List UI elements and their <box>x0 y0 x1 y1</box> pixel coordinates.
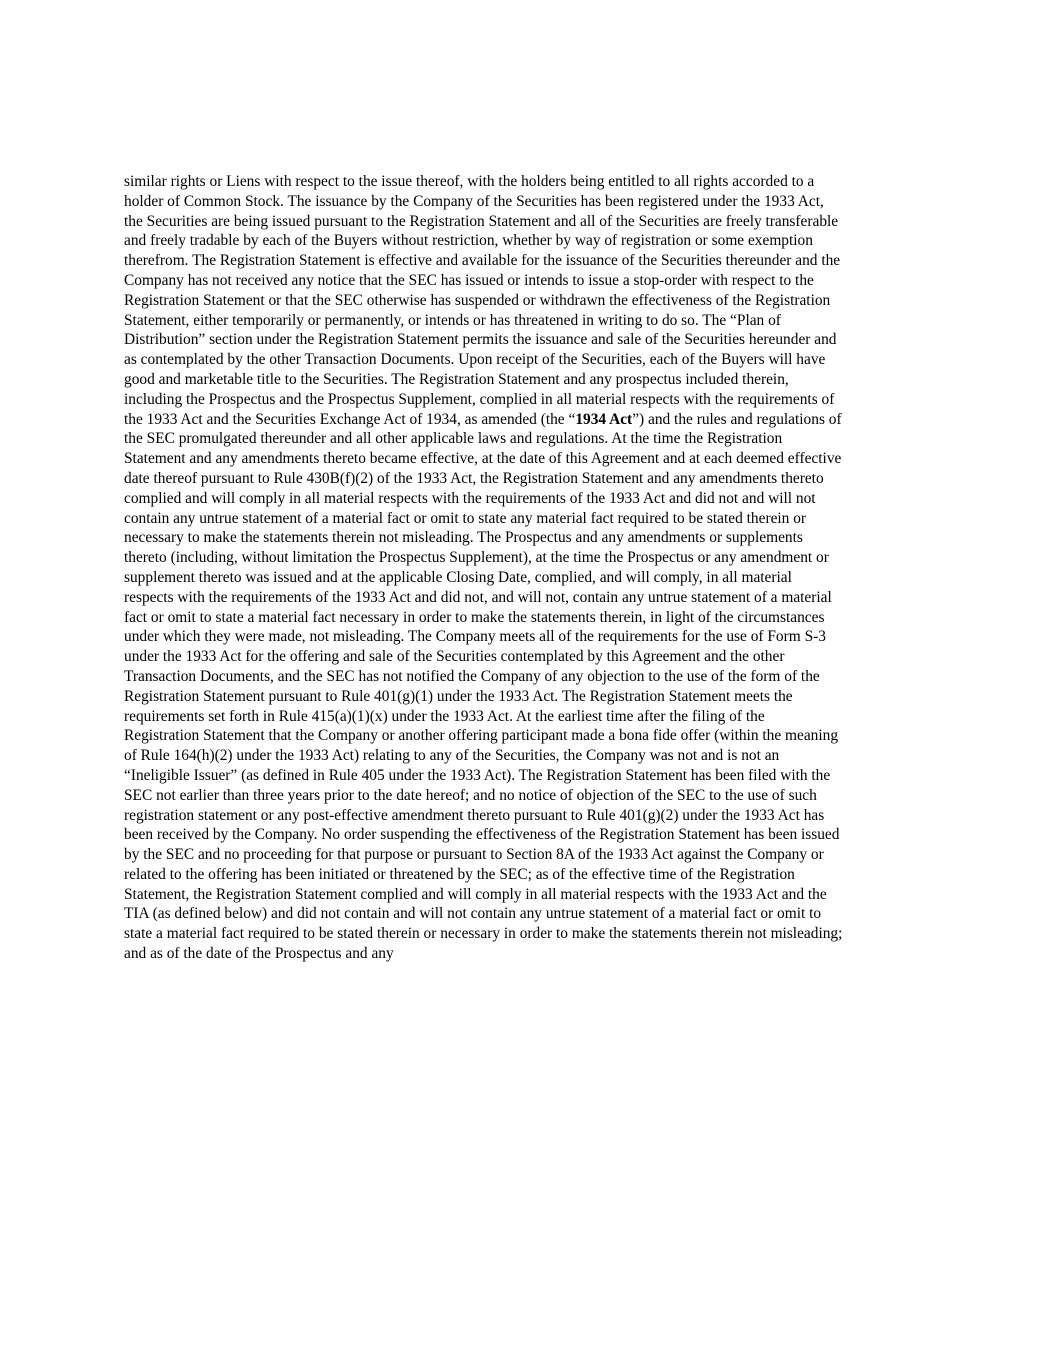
body-paragraph <box>124 172 936 964</box>
defined-term-trail-text: ”) and the rules and regulations of <box>632 410 842 428</box>
paragraph-line-8: Statement, either temporarily or permanently, or intends or has threatened in writing to do so. The “Plan of <box>124 311 781 329</box>
paragraph-line-3: the Securities are being issued pursuant to the Registration Statement and all of the Securities are freely transferable <box>124 212 839 230</box>
paragraph-line-36: related to the offering has been initiated or threatened by the SEC; as of the effective time of the Registration <box>124 865 795 883</box>
paragraph-line-34: been received by the Company. No order suspending the effectiveness of the Registration Statement has been issued <box>124 826 840 844</box>
paragraph-line-31: “Ineligible Issuer” (as defined in Rule 405 under the 1933 Act). The Registration Statement has been filed with the <box>124 766 831 784</box>
paragraph-line-19: necessary to make the statements therein not misleading. The Prospectus and any amendments or supplements <box>124 529 803 547</box>
paragraph-line-26: Transaction Documents, and the SEC has not notified the Company of any objection to the use of the form of the <box>124 667 820 685</box>
paragraph-line-13 <box>124 410 936 430</box>
paragraph-line-24: under which they were made, not misleading. The Company meets all of the requirements for the use of Form S-3 <box>124 628 826 646</box>
paragraph-line-15: Statement and any amendments thereto became effective, at the date of this Agreement and at each deemed effective <box>124 450 842 468</box>
paragraph-line-5: therefrom. The Registration Statement is effective and available for the issuance of the Securities thereunder and the <box>124 252 841 270</box>
paragraph-line-11: good and marketable title to the Securities. The Registration Statement and any prospectus included therein, <box>124 370 789 388</box>
paragraph-line-35: by the SEC and no proceeding for that purpose or pursuant to Section 8A of the 1933 Act against the Company or <box>124 846 824 864</box>
defined-term-1934-act: 1934 Act <box>575 410 633 428</box>
paragraph-line-20: thereto (including, without limitation the Prospectus Supplement), at the time the Prospectus or any amendment or <box>124 549 829 567</box>
paragraph-line-14: the SEC promulgated thereunder and all other applicable laws and regulations. At the time the Registration <box>124 430 783 448</box>
paragraph-line-6: Company has not received any notice that the SEC has issued or intends to issue a stop-order with respect to the <box>124 271 814 289</box>
paragraph-line-7: Registration Statement or that the SEC otherwise has suspended or withdrawn the effectiveness of the Registration <box>124 291 831 309</box>
paragraph-line-10: as contemplated by the other Transaction Documents. Upon receipt of the Securities, each of the Buyers will have <box>124 351 826 369</box>
paragraph-line-9: Distribution” section under the Registration Statement permits the issuance and sale of the Securities hereunder and <box>124 331 837 349</box>
paragraph-line-30: of Rule 164(h)(2) under the 1933 Act) relating to any of the Securities, the Company was not and is not an <box>124 747 780 765</box>
paragraph-line-40: and as of the date of the Prospectus and any <box>124 945 394 963</box>
paragraph-line-27: Registration Statement pursuant to Rule 401(g)(1) under the 1933 Act. The Registration Statement meets the <box>124 687 793 705</box>
paragraph-line-22: respects with the requirements of the 1933 Act and did not, and will not, contain any untrue statement of a material <box>124 588 832 606</box>
paragraph-line-21: supplement thereto was issued and at the applicable Closing Date, complied, and will comply, in all material <box>124 568 792 586</box>
paragraph-line-18: contain any untrue statement of a material fact or omit to state any material fact required to be stated therein or <box>124 509 807 527</box>
paragraph-line-29: Registration Statement that the Company or another offering participant made a bona fide offer (within the meaning <box>124 727 839 745</box>
paragraph-line-38: TIA (as defined below) and did not contain and will not contain any untrue statement of a material fact or omit to <box>124 905 822 923</box>
paragraph-line-32: SEC not earlier than three years prior to the date hereof; and no notice of objection of the SEC to the use of such <box>124 786 817 804</box>
paragraph-line-12: including the Prospectus and the Prospectus Supplement, complied in all material respects with the requirements of <box>124 390 835 408</box>
paragraph-line-37: Statement, the Registration Statement complied and will comply in all material respects with the 1933 Act and the <box>124 885 827 903</box>
paragraph-line-17: complied and will comply in all material respects with the requirements of the 1933 Act and did not and will not <box>124 489 816 507</box>
paragraph-line-2: holder of Common Stock. The issuance by the Company of the Securities has been registered under the 1933 Act, <box>124 192 824 210</box>
paragraph-line-4: and freely tradable by each of the Buyers without restriction, whether by way of registration or some exemption <box>124 232 813 250</box>
paragraph-line-16: date thereof pursuant to Rule 430B(f)(2) of the 1933 Act, the Registration Statement and any amendments thereto <box>124 469 824 487</box>
paragraph-line-1: similar rights or Liens with respect to the issue thereof, with the holders being entitled to all rights accorded to a <box>124 173 815 190</box>
paragraph-line-28: requirements set forth in Rule 415(a)(1)(x) under the 1933 Act. At the earliest time after the filing of the <box>124 707 765 725</box>
defined-term-lead-text: the 1933 Act and the Securities Exchange Act of 1934, as amended (the “ <box>124 410 576 428</box>
paragraph-line-23: fact or omit to state a material fact necessary in order to make the statements therein, in light of the circumstances <box>124 608 825 626</box>
paragraph-line-25: under the 1933 Act for the offering and sale of the Securities contemplated by this Agreement and the other <box>124 648 785 666</box>
paragraph-line-39: state a material fact required to be stated therein or necessary in order to make the statements therein not misleading; <box>124 925 843 943</box>
paragraph-line-33: registration statement or any post-effective amendment thereto pursuant to Rule 401(g)(2) under the 1933 Act has <box>124 806 825 824</box>
